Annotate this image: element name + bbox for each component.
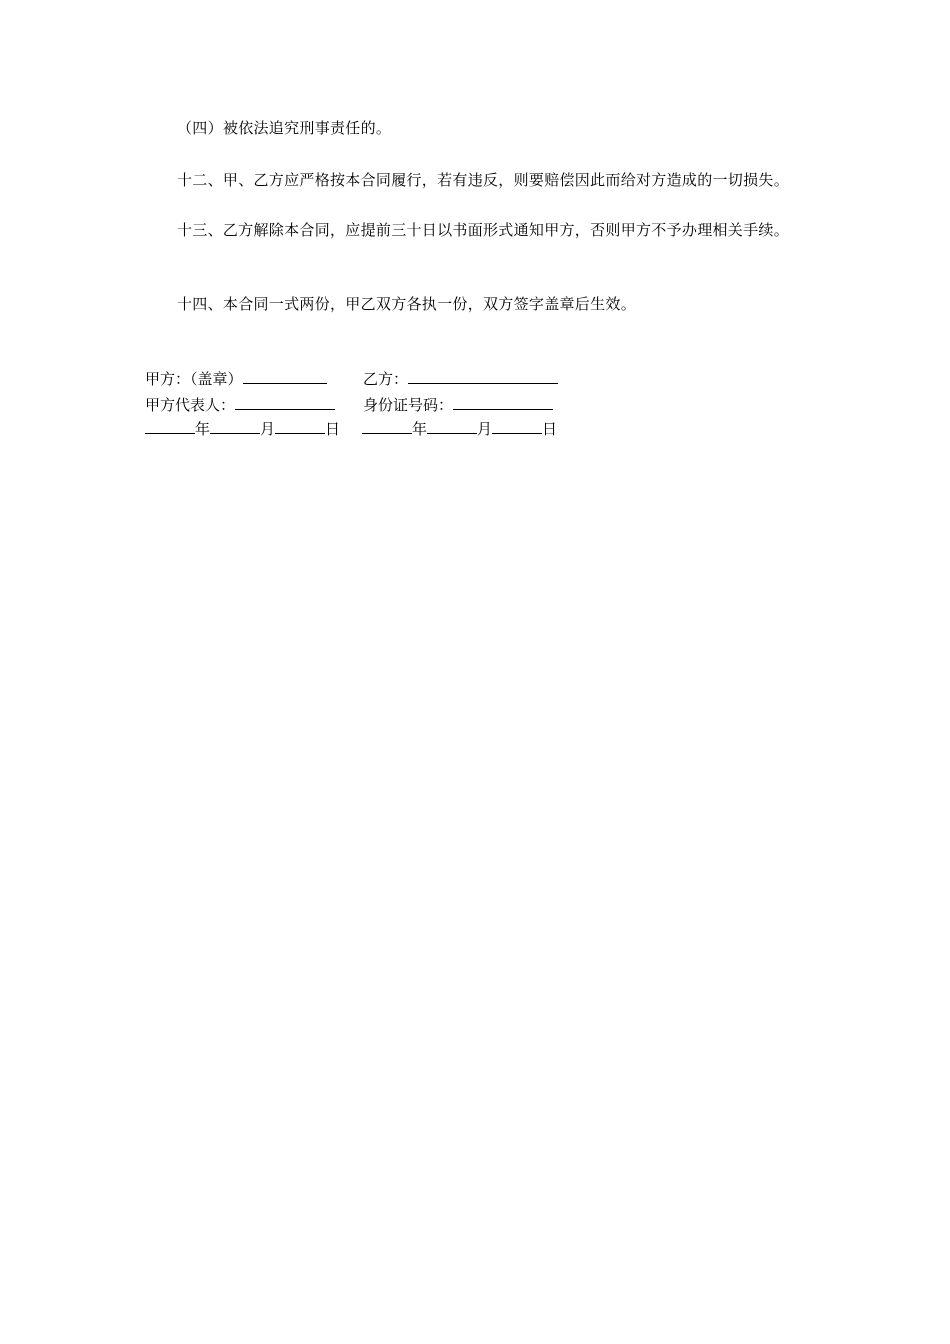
party-b-date bbox=[362, 416, 557, 441]
party-b-day-blank bbox=[492, 416, 542, 434]
id-number-signature bbox=[363, 392, 553, 417]
party-b-day-label: 日 bbox=[542, 420, 558, 438]
party-b-month-blank bbox=[427, 416, 477, 434]
party-b-month-label: 月 bbox=[477, 420, 493, 438]
clause-13: 十三、乙方解除本合同，应提前三十日以书面形式通知甲方，否则甲方不予办理相关手续。 bbox=[177, 221, 790, 239]
clause-14: 十四、本合同一式两份，甲乙双方各执一份，双方签字盖章后生效。 bbox=[177, 295, 637, 313]
party-a-day-blank bbox=[275, 416, 325, 434]
party-a-rep-label: 甲方代表人： bbox=[145, 396, 236, 414]
party-a-signature bbox=[145, 366, 327, 391]
party-b-label: 乙方： bbox=[363, 370, 409, 388]
clause-12: 十二、甲、乙方应严格按本合同履行，若有违反，则要赔偿因此而给对方造成的一切损失。 bbox=[177, 171, 790, 189]
party-a-rep-blank bbox=[235, 392, 335, 410]
clause-item-4: （四）被依法追究刑事责任的。 bbox=[177, 119, 392, 137]
id-number-blank bbox=[453, 392, 553, 410]
party-a-year-label: 年 bbox=[195, 420, 211, 438]
party-b-signature bbox=[363, 366, 558, 391]
party-a-day-label: 日 bbox=[325, 420, 341, 438]
party-a-rep-signature bbox=[145, 392, 335, 417]
party-b-year-label: 年 bbox=[412, 420, 428, 438]
party-b-blank bbox=[408, 366, 558, 384]
party-a-year-blank bbox=[145, 416, 195, 434]
party-a-blank bbox=[243, 366, 327, 384]
party-a-month-blank bbox=[210, 416, 260, 434]
id-number-label: 身份证号码： bbox=[363, 396, 454, 414]
party-a-label: 甲方：（盖章） bbox=[145, 370, 243, 388]
party-b-year-blank bbox=[362, 416, 412, 434]
party-a-month-label: 月 bbox=[260, 420, 276, 438]
party-a-date bbox=[145, 416, 340, 441]
